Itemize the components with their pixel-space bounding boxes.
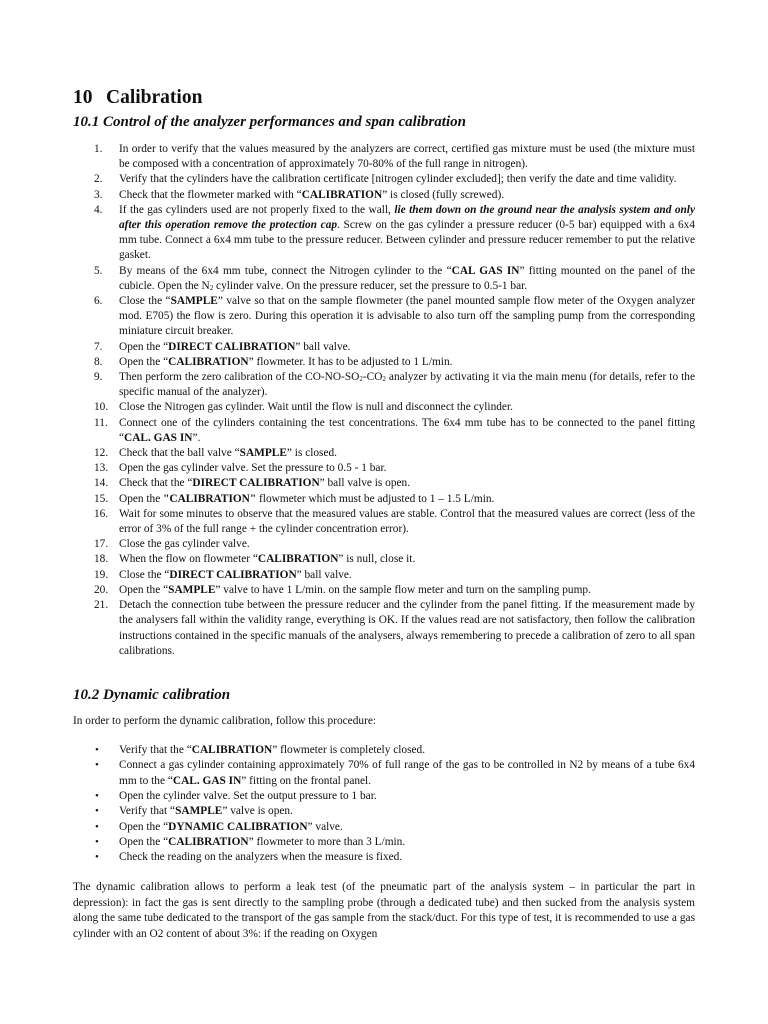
text-run: ” flowmeter is completely closed. xyxy=(272,744,426,757)
step-item xyxy=(73,172,695,187)
bullet-icon: • xyxy=(95,790,99,802)
subsection-heading-1: 10.1 Control of the analyzer performances and span calibration xyxy=(73,114,466,130)
bold-text: CAL. GAS IN xyxy=(124,431,193,444)
text-run: Open the “ xyxy=(119,835,169,848)
step-number: 12. xyxy=(94,447,109,460)
step-item xyxy=(73,446,695,461)
text-run: ” flowmeter to more than 3 L/min. xyxy=(248,835,406,848)
bullet-icon: • xyxy=(95,820,99,833)
bullet-item xyxy=(73,743,695,758)
text-run: Then perform the zero calibration of the CO-NO-SO xyxy=(119,371,360,384)
bold-text: DYNAMIC CALIBRATION xyxy=(168,820,308,833)
text-run: Verify that the “ xyxy=(119,744,192,757)
text-run: ” fitting mounted on the panel of the cubicle. Open the N xyxy=(119,264,695,292)
text-run: Check the reading on the analyzers when the measure is fixed. xyxy=(119,851,403,864)
text-run: Open the gas cylinder valve. Set the pressure to 0.5 - 1 bar. xyxy=(119,462,387,475)
step-number: 21. xyxy=(94,599,109,612)
text-run: Open the “ xyxy=(119,583,169,596)
closing-paragraph: The dynamic calibration allows to perform a leak test (of the pneumatic part of the analysis system – in particular the part in depression): in fact the gas is sent directly to the sampling probe (through a dedicated tube) and then sucked from the analysis system along the same tube dedicated to the transport of the gas sample from the stack/duct. For this type of test, it is recommended to use a gas cylinder with an O2 content of about 3%: if the reading on Oxygen xyxy=(73,881,695,940)
step-item xyxy=(73,264,695,294)
step-item xyxy=(73,370,695,400)
bullet-icon: • xyxy=(95,744,99,757)
step-item xyxy=(73,188,695,203)
step-number: 10. xyxy=(94,401,109,414)
text-run: Close the “ xyxy=(119,295,171,308)
text-run: Check that the flowmeter marked with “ xyxy=(119,188,302,201)
dynamic-calibration-intro: In order to perform the dynamic calibration, follow this procedure: xyxy=(73,714,377,727)
step-item xyxy=(73,568,695,583)
step-number: 9. xyxy=(94,371,103,384)
text-run: Wait for some minutes to observe that the measured values are stable. Control that the measured values are correct (less of the error of 3% of the full range + the cylinder concentration error). xyxy=(119,507,695,536)
text-run: ” fitting on the frontal panel. xyxy=(241,774,372,787)
step-item xyxy=(73,416,695,446)
text-run: Close the Nitrogen gas cylinder. Wait until the flow is null and disconnect the cylinder. xyxy=(119,401,513,414)
step-item xyxy=(73,583,695,598)
step-item xyxy=(73,476,695,491)
bullet-item xyxy=(73,789,695,804)
text-run: Open the “ xyxy=(119,355,169,368)
text-run: -CO xyxy=(362,371,383,384)
bold-text: "CALIBRATION" xyxy=(163,492,257,505)
step-number: 3. xyxy=(94,188,103,201)
step-item xyxy=(73,492,695,507)
step-item xyxy=(73,400,695,415)
subscript-text: 2 xyxy=(382,375,386,384)
text-run: flowmeter which must be adjusted to 1 – 1.5 L/min. xyxy=(256,492,495,505)
step-number: 14. xyxy=(94,477,109,490)
step-item xyxy=(73,461,695,476)
bold-text: CALIBRATION xyxy=(168,835,249,848)
step-number: 20. xyxy=(94,583,109,596)
bold-text: SAMPLE xyxy=(175,805,223,818)
step-number: 5. xyxy=(94,264,103,277)
text-run: Connect a gas cylinder containing approximately 70% of full range of the gas to be controlled in N2 by means of a tube 6x4 mm to the “ xyxy=(119,759,695,787)
bullet-item xyxy=(73,835,695,850)
bullet-icon: • xyxy=(95,835,99,848)
bold-text: SAMPLE xyxy=(168,583,216,596)
bullet-icon: • xyxy=(95,851,99,864)
bold-text: CAL. GAS IN xyxy=(172,774,242,787)
text-run: Connect one of the cylinders containing the test concentrations. The 6x4 mm tube has to be connected to the panel fitting “ xyxy=(119,416,695,444)
text-run: ” valve so that on the sample flowmeter (the panel mounted sample flow meter of the Oxygen analyzer mod. E705) the flow is zero. During this operation it is advisable to also turn off the sampling pump from the corresponding miniature circuit breaker. xyxy=(119,295,696,338)
step-number: 6. xyxy=(94,295,103,308)
text-run: Close the “ xyxy=(119,568,170,581)
text-run: analyzer by activating it via the main menu (for details, refer to the specific manual of the analyzer). xyxy=(119,371,695,399)
text-run: ” ball valve. xyxy=(295,340,351,353)
subsection-heading-2: 10.2 Dynamic calibration xyxy=(73,686,231,703)
text-run: . Screw on the gas cylinder a pressure reducer (0-5 bar) equipped with a 6x4 mm tube. Connect a 6x4 mm tube to the pressure reducer. Between cylinder and pressure reducer remember to put the relative gasket. xyxy=(119,219,695,262)
step-item xyxy=(73,507,695,537)
bold-text: CAL GAS IN xyxy=(451,264,520,277)
bold-text: CALIBRATION xyxy=(168,355,249,368)
step-number: 16. xyxy=(94,507,109,520)
text-run: Verify that “ xyxy=(119,805,176,818)
text-run: ” valve is open. xyxy=(222,805,293,818)
step-number: 1. xyxy=(94,143,103,155)
text-run: ” valve to have 1 L/min. on the sample flow meter and turn on the sampling pump. xyxy=(215,583,591,596)
step-number: 15. xyxy=(94,492,109,505)
text-run: ” is closed. xyxy=(286,447,338,460)
step-item xyxy=(73,355,695,370)
text-run: When the flow on flowmeter “ xyxy=(119,553,258,566)
step-item xyxy=(73,537,695,552)
bold-text: CALIBRATION xyxy=(257,553,339,566)
section-heading xyxy=(73,86,695,110)
step-number: 4. xyxy=(94,203,103,216)
text-run: ” is closed (fully screwed). xyxy=(382,188,505,201)
step-number: 17. xyxy=(94,538,109,551)
step-number: 7. xyxy=(94,340,103,353)
section-number: 10 xyxy=(73,87,93,108)
text-run: Open the cylinder valve. Set the output pressure to 1 bar. xyxy=(119,790,377,802)
dynamic-calibration-bullets xyxy=(73,743,695,865)
step-number: 13. xyxy=(94,462,109,475)
bold-text: CALIBRATION xyxy=(191,744,273,757)
text-run: cylinder valve. On the pressure reducer, set the pressure to 0.5-1 bar. xyxy=(213,279,528,292)
step-number: 2. xyxy=(94,173,103,186)
subscript-text: 2 xyxy=(359,375,363,384)
text-run: ” ball valve is open. xyxy=(319,477,411,490)
bullet-item xyxy=(73,804,695,819)
step-item xyxy=(73,294,695,340)
text-run: Open the xyxy=(119,492,164,505)
text-run: Open the “ xyxy=(119,340,169,353)
calibration-steps-list xyxy=(73,142,695,659)
step-item xyxy=(73,598,695,659)
bullet-icon: • xyxy=(95,805,99,818)
document-page xyxy=(73,86,695,942)
text-run: In order to verify that the values measured by the analyzers are correct, certified gas mixture must be used (the mixture must be composed with a concentration of approximately 70-80% of the full range in nitrogen). xyxy=(119,143,695,171)
bold-text: DIRECT CALIBRATION xyxy=(168,340,296,353)
bold-text: SAMPLE xyxy=(239,447,287,460)
text-run: ” is null, close it. xyxy=(338,553,416,566)
text-run: By means of the 6x4 mm tube, connect the Nitrogen cylinder to the “ xyxy=(119,264,452,277)
text-run: ” ball valve. xyxy=(296,568,352,581)
text-run: If the gas cylinders used are not properly fixed to the wall, xyxy=(119,203,395,216)
bullet-icon: • xyxy=(95,759,99,772)
bold-text: DIRECT CALIBRATION xyxy=(169,568,297,581)
text-run: Verify that the cylinders have the calibration certificate [nitrogen cylinder excluded]; then verify the date and time validity. xyxy=(119,173,677,186)
bullet-item xyxy=(73,850,695,865)
subscript-text: 2 xyxy=(209,283,214,292)
bullet-item xyxy=(73,820,695,835)
bold-italic-text: lie them down on the ground near the analysis system and only after this operation remove the protection cap xyxy=(119,203,695,232)
bullet-item xyxy=(73,758,695,789)
step-item xyxy=(73,142,695,172)
text-run: Check that the ball valve “ xyxy=(119,447,240,460)
step-number: 11. xyxy=(94,416,108,429)
section-title: Calibration xyxy=(106,87,203,108)
step-item xyxy=(73,203,695,264)
step-item xyxy=(73,552,695,567)
step-number: 8. xyxy=(94,355,103,368)
bold-text: SAMPLE xyxy=(170,295,218,308)
text-run: Open the “ xyxy=(119,820,169,833)
text-run: ”. xyxy=(192,431,201,444)
text-run: Close the gas cylinder valve. xyxy=(119,538,250,551)
text-run: Check that the “ xyxy=(119,477,193,490)
text-run: ” valve. xyxy=(307,820,343,833)
step-number: 19. xyxy=(94,568,109,581)
text-run: ” flowmeter. It has to be adjusted to 1 L/min. xyxy=(248,355,453,368)
bold-text: CALIBRATION xyxy=(301,188,383,201)
step-number: 18. xyxy=(94,553,109,566)
step-item xyxy=(73,340,695,355)
bold-text: DIRECT CALIBRATION xyxy=(192,477,320,490)
text-run: Detach the connection tube between the pressure reducer and the cylinder from the panel fitting. If the measurement made by the analysers fall within the validity range, everything is OK. If the values read are not satisfactory, then follow the calibration instructions contained in the specific manuals of the analysers, always remembering to precede a calibration of zero to all span calibrations. xyxy=(119,599,695,657)
